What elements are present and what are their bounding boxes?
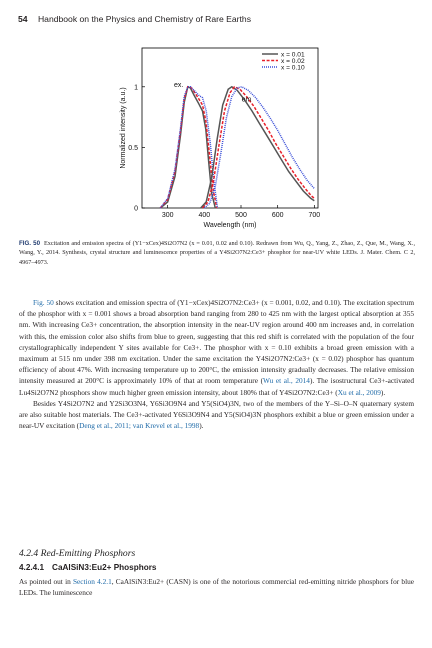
figure-link[interactable]: Fig. 50 (33, 298, 54, 307)
chart-annotation: em (241, 96, 252, 104)
paragraph-3-part-1: As pointed out in (19, 577, 73, 586)
subsection-number: 4.2.4.1 (19, 563, 45, 572)
citation-link[interactable]: Wu et al., 2014 (263, 376, 310, 386)
legend-label: x = 0.10 (281, 64, 305, 72)
spectra-chart (0, 0, 432, 240)
section-link[interactable]: Section 4.2.1 (73, 577, 112, 586)
chart-annotation: ex. (173, 81, 184, 89)
x-tick-label: 400 (198, 212, 211, 219)
subsection-heading (19, 563, 156, 572)
subsection-title: CaAlSiN3:Eu2+ Phosphors (52, 563, 157, 572)
paragraph-1-part-2: ). The isostructural Ce3+-activated Lu4Si2O7N2 phosphors show much higher green emission intensity, about 180% that of Y4Si2O7N2:Ce3+ ( (19, 376, 415, 397)
emission-series-line (204, 87, 314, 208)
section-heading (19, 548, 135, 559)
y-tick-label: 0.5 (128, 144, 138, 152)
y-tick-label: 1 (134, 84, 138, 92)
running-title: Handbook on the Physics and Chemistry of Rare Earths (37, 14, 251, 24)
paragraph-3-part-2: , CaAlSiN3:Eu2+ (CASN) is one of the notorious commercial red-emitting nitride phosphors for blue LEDs. The luminescence (19, 577, 414, 598)
citation-link[interactable]: Deng et al., 2011; van Krevel et al., 1998 (79, 421, 200, 431)
y-tick-label: 0 (134, 205, 138, 213)
paragraph-1 (19, 297, 414, 398)
plot-frame (142, 48, 318, 208)
paragraph-2-part-2: ). (199, 421, 204, 431)
x-tick-label: 500 (235, 212, 247, 219)
page-number: 54 (18, 14, 28, 24)
legend-label: x = 0.01 (281, 51, 305, 59)
figure-caption (19, 239, 415, 267)
emission-series-line (201, 87, 315, 208)
paragraph-2 (19, 398, 414, 432)
citation-link[interactable]: Xu et al., 2009 (337, 387, 381, 397)
emission-series-line (203, 87, 315, 208)
caption-text: Excitation and emission spectra of (Y1−xCex)4Si2O7N2 (x = 0.01, 0.02 and 0.10). Redrawn from Wu, Q., Yang, Z., Zhao, Z., Que, M., Wang, X., Wang, Y., 2014. Synthesis, crystal structure and luminescence properties of a Y4Si2O7N2:Ce3+ phosphor for near-UV white LEDs. J. Mater. Chem. C 2, 4967–4973. (19, 240, 415, 266)
figure-label: FIG. 50 (19, 240, 41, 247)
x-tick-label: 300 (161, 212, 174, 219)
paragraph-3 (19, 576, 414, 598)
section-number: 4.2.4 (19, 548, 39, 559)
legend-label: x = 0.02 (281, 57, 305, 65)
paragraph-1-part-1: shows excitation and emission spectra of (Y1−xCex)4Si2O7N2:Ce3+ (x = 0.001, 0.02, and 0.10). The excitation spectrum of the phosphor with x = 0.001 shows a broad absorption band ranging from 280 to 425 nm with the largest optical absorption at 355 nm. With increasing Ce3+ concentration, the absorption intensity in the near-UV region around 400 nm increases and, in correlation with this, the emission color also shifts from blue to green, suggesting that this red shift is correlated with the population of the four crystallographically independent Y sites available for Ce3+. The phosphor with x = 0.10 exhibits a broad green emission with a maximum at 515 nm under 398 nm excitation. Under the same excitation the Y4Si2O7N2:Ce3+ (x = 0.02) phosphor has quantum efficiency of about 47%. With increasing temperature up to 200°C, the emission intensity gradually decreases. The relative emission intensity measured at 200°C is approximately 10% of that at room temperature ( (19, 298, 414, 386)
paragraph-2-part-1: Besides Y4Si2O7N2 and Y2Si3O3N4, Y6Si3O9N4 and Y5(SiO4)3N, two of the members of the Y–Si–O–N quaternary system are also suitable host materials. The Ce3+-activated Y6Si3O9N4 and Y5(SiO4)3N phosphors exhibit a blue or green emission under a near-UV excitation ( (19, 398, 414, 431)
x-tick-label: 700 (308, 212, 321, 219)
x-axis-label: Wavelength (nm) (203, 222, 257, 229)
section-title: Red-Emitting Phosphors (40, 548, 136, 559)
paragraph-3-block (19, 576, 414, 598)
x-tick-label: 600 (271, 212, 284, 219)
excitation-series-line (160, 87, 215, 208)
body-text (19, 297, 414, 431)
y-axis-label: Normalized intensity (a.u.) (120, 87, 127, 169)
paragraph-1-part-3: ). (380, 387, 386, 397)
